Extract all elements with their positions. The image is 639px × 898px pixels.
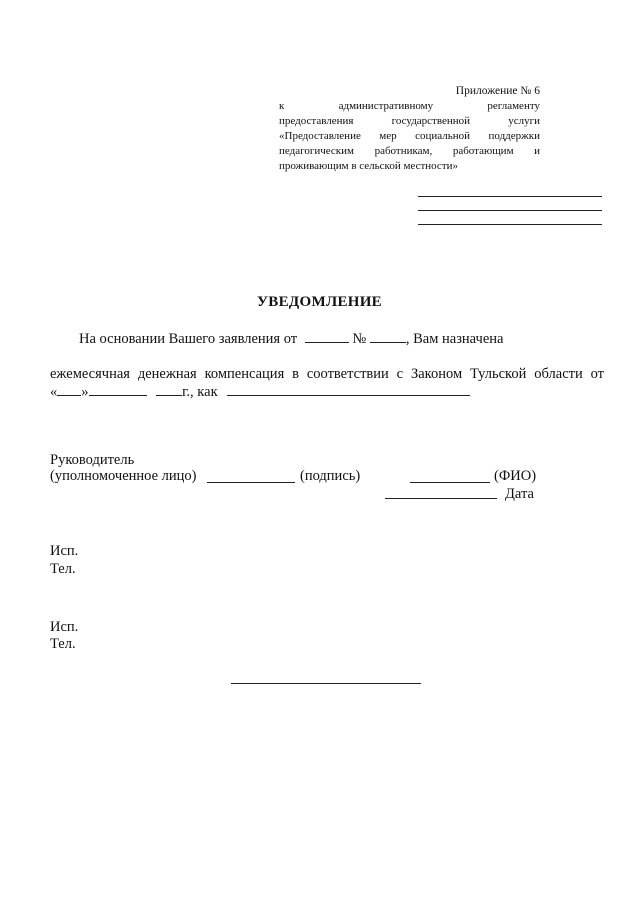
annex-number: Приложение № 6 <box>455 85 540 97</box>
annex-header <box>279 84 540 174</box>
annex-line-5: педагогическим работникам, работающим и <box>279 145 540 157</box>
addressee-line-3 <box>418 224 602 225</box>
fio-caption: (ФИО) <box>494 468 537 484</box>
quote-open: « <box>50 384 58 400</box>
date-caption: Дата <box>505 486 534 502</box>
date-line <box>385 498 497 499</box>
body-line-1 <box>79 330 503 348</box>
phone-label: Тел. <box>50 561 76 577</box>
signature-caption: (подпись) <box>300 468 361 484</box>
addressee-line-2 <box>418 210 602 211</box>
executor-label: Исп. <box>50 543 79 559</box>
annex-line-6: проживающим в сельской местности» <box>279 160 459 172</box>
annex-line-4: «Предоставление мер социальной поддержки <box>279 130 540 142</box>
law-year-blank <box>156 383 182 396</box>
phone-label: Тел. <box>50 636 76 652</box>
compensation-purpose-blank <box>227 383 470 396</box>
body-assigned-text: , Вам назначена <box>405 331 504 347</box>
body-line-2: ежемесячная денежная компенсация в соответствии с Законом Тульской области от <box>50 366 604 382</box>
annex-line-3: предоставления государственной услуги <box>279 115 540 127</box>
year-label: г., как <box>182 384 218 400</box>
body-intro-text: На основании Вашего заявления от <box>79 331 298 347</box>
application-date-blank <box>305 330 349 343</box>
law-day-blank <box>57 383 81 396</box>
signer-title: Руководитель <box>50 452 135 468</box>
fio-line <box>410 482 490 483</box>
executor-label: Исп. <box>50 619 79 635</box>
number-sign: № <box>352 331 367 347</box>
law-month-blank <box>89 383 147 396</box>
quote-close: » <box>81 384 89 400</box>
signature-line <box>207 482 295 483</box>
document-title: УВЕДОМЛЕНИЕ <box>257 294 382 310</box>
addressee-line-1 <box>418 196 602 197</box>
bottom-separator <box>231 683 421 684</box>
body-line-3 <box>50 383 470 401</box>
signer-authorized: (уполномоченное лицо) <box>50 468 197 484</box>
annex-line-2: к административному регламенту <box>279 100 540 112</box>
application-number-blank <box>370 330 406 343</box>
